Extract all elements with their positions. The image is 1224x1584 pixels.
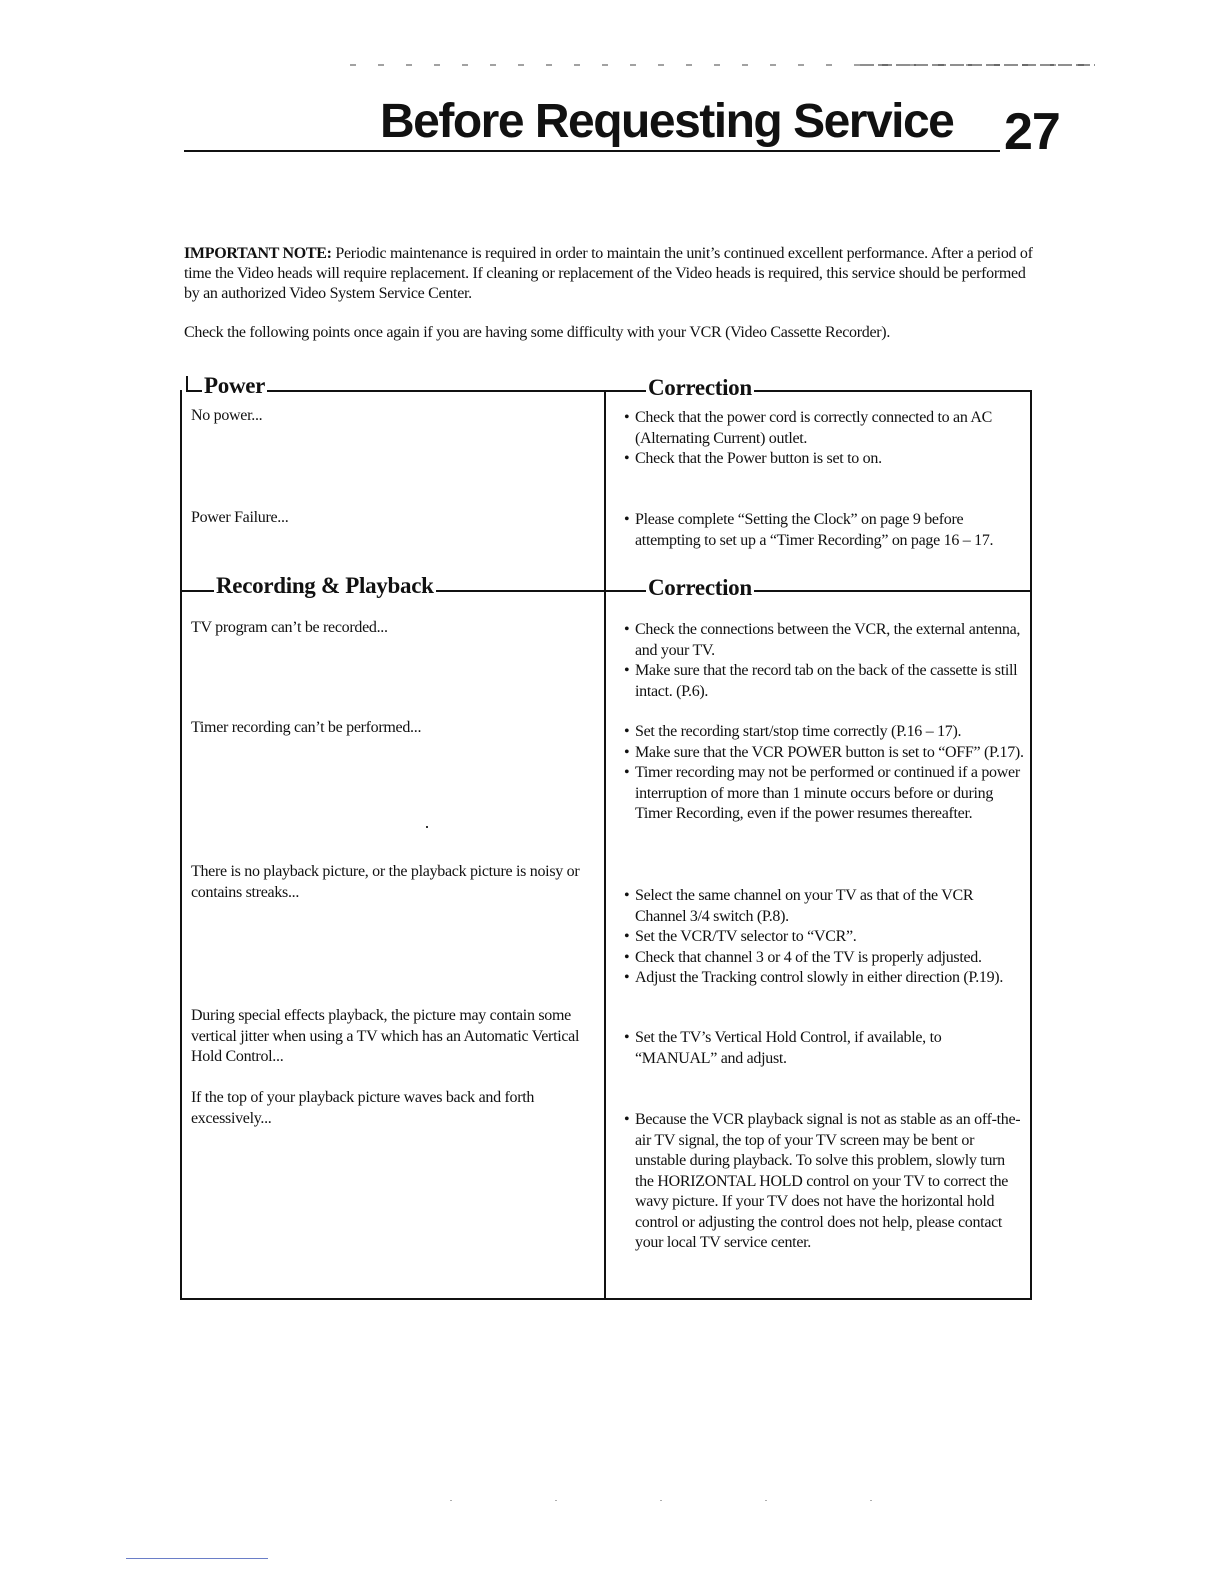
fix-item: • Make sure that the record tab on the back of the cassette is still intact. (P.6). bbox=[624, 661, 1024, 702]
scan-artifact-bottom bbox=[450, 1500, 940, 1501]
fix-item: • Check that the Power button is set to on. bbox=[624, 449, 1024, 470]
fix-item: • Set the VCR/TV selector to “VCR”. bbox=[624, 927, 1024, 948]
fixes-power-failure bbox=[624, 510, 1024, 551]
fixes-no-playback-picture bbox=[624, 886, 1024, 989]
fix-item: • Set the TV’s Vertical Hold Control, if available, to “MANUAL” and adjust. bbox=[624, 1028, 1024, 1069]
important-note-label: IMPORTANT NOTE: bbox=[184, 245, 332, 262]
fix-item: • Check the connections between the VCR, the external antenna, and your TV. bbox=[624, 620, 1024, 661]
fixes-vertical-jitter bbox=[624, 1028, 1024, 1069]
table-right-border-recording bbox=[1030, 590, 1032, 1300]
fix-item: • Timer recording may not be performed or continued if a power interruption of more than 1 minute occurs before or during Timer Recording, even if the power resumes thereafter. bbox=[624, 763, 1024, 825]
problem-vertical-jitter: During special effects playback, the picture may contain some vertical jitter when using a TV which has an Automatic Vertical Hold Control... bbox=[191, 1007, 580, 1065]
check-points-text: Check the following points once again if you are having some difficulty with your VCR (Video Cassette Recorder). bbox=[184, 324, 891, 341]
fix-item: • Make sure that the VCR POWER button is set to “OFF” (P.17). bbox=[624, 743, 1024, 764]
fixes-picture-waves bbox=[624, 1110, 1024, 1254]
problem-power-failure: Power Failure... bbox=[191, 509, 289, 526]
column-divider bbox=[604, 390, 606, 1300]
table-right-border-power bbox=[1030, 390, 1032, 590]
fix-item: • Adjust the Tracking control slowly in either direction (P.19). bbox=[624, 968, 1024, 989]
fixes-no-power bbox=[624, 408, 1024, 470]
fixes-timer-recording bbox=[624, 722, 1024, 825]
power-correction-heading: Correction bbox=[648, 375, 752, 400]
scan-artifact-top-right bbox=[860, 64, 1095, 66]
page-number: 27 bbox=[1004, 103, 1060, 161]
problem-tv-not-recorded: TV program can’t be recorded... bbox=[191, 619, 388, 636]
important-note bbox=[184, 244, 1044, 304]
recording-heading: Recording & Playback bbox=[216, 573, 434, 598]
fixes-tv-not-recorded bbox=[624, 620, 1024, 702]
title-rule bbox=[184, 150, 1000, 152]
problem-no-playback-picture: There is no playback picture, or the playback picture is noisy or contains streaks... bbox=[191, 863, 580, 901]
problem-no-power: No power... bbox=[191, 407, 263, 424]
fix-item: • Set the recording start/stop time correctly (P.16 – 17). bbox=[624, 722, 1024, 743]
fix-item: • Check that the power cord is correctly connected to an AC (Alternating Current) outlet. bbox=[624, 408, 1024, 449]
fix-item: • Please complete “Setting the Clock” on page 9 before attempting to set up a “Timer Recording” on page 16 – 17. bbox=[624, 510, 1024, 551]
important-note-text: Periodic maintenance is required in order to maintain the unit’s continued excellent performance. After a period of time the Video heads will require replacement. If cleaning or replacement of the Video heads is required, this service should be performed by an authorized Video System Service Center. bbox=[184, 245, 1033, 302]
page-title: Before Requesting Service bbox=[380, 95, 954, 148]
problem-timer-recording: Timer recording can’t be performed... bbox=[191, 719, 422, 736]
power-heading-tick bbox=[186, 376, 188, 392]
problem-picture-waves: If the top of your playback picture waves back and forth excessively... bbox=[191, 1089, 535, 1127]
fix-item: • Check that channel 3 or 4 of the TV is properly adjusted. bbox=[624, 948, 1024, 969]
fix-item: • Select the same channel on your TV as that of the VCR Channel 3/4 switch (P.8). bbox=[624, 886, 1024, 927]
footer-rule bbox=[126, 1558, 268, 1559]
power-heading: Power bbox=[204, 373, 266, 398]
scan-speck bbox=[426, 826, 428, 828]
recording-correction-heading: Correction bbox=[648, 575, 752, 600]
fix-item: • Because the VCR playback signal is not as stable as an off-the-air TV signal, the top of your TV screen may be bent or unstable during playback. To solve this problem, slowly turn the HORIZONTAL HOLD control on your TV to correct the wavy picture. If your TV does not have the horizontal hold control or adjusting the control does not help, please contact your local TV service center. bbox=[624, 1110, 1024, 1254]
